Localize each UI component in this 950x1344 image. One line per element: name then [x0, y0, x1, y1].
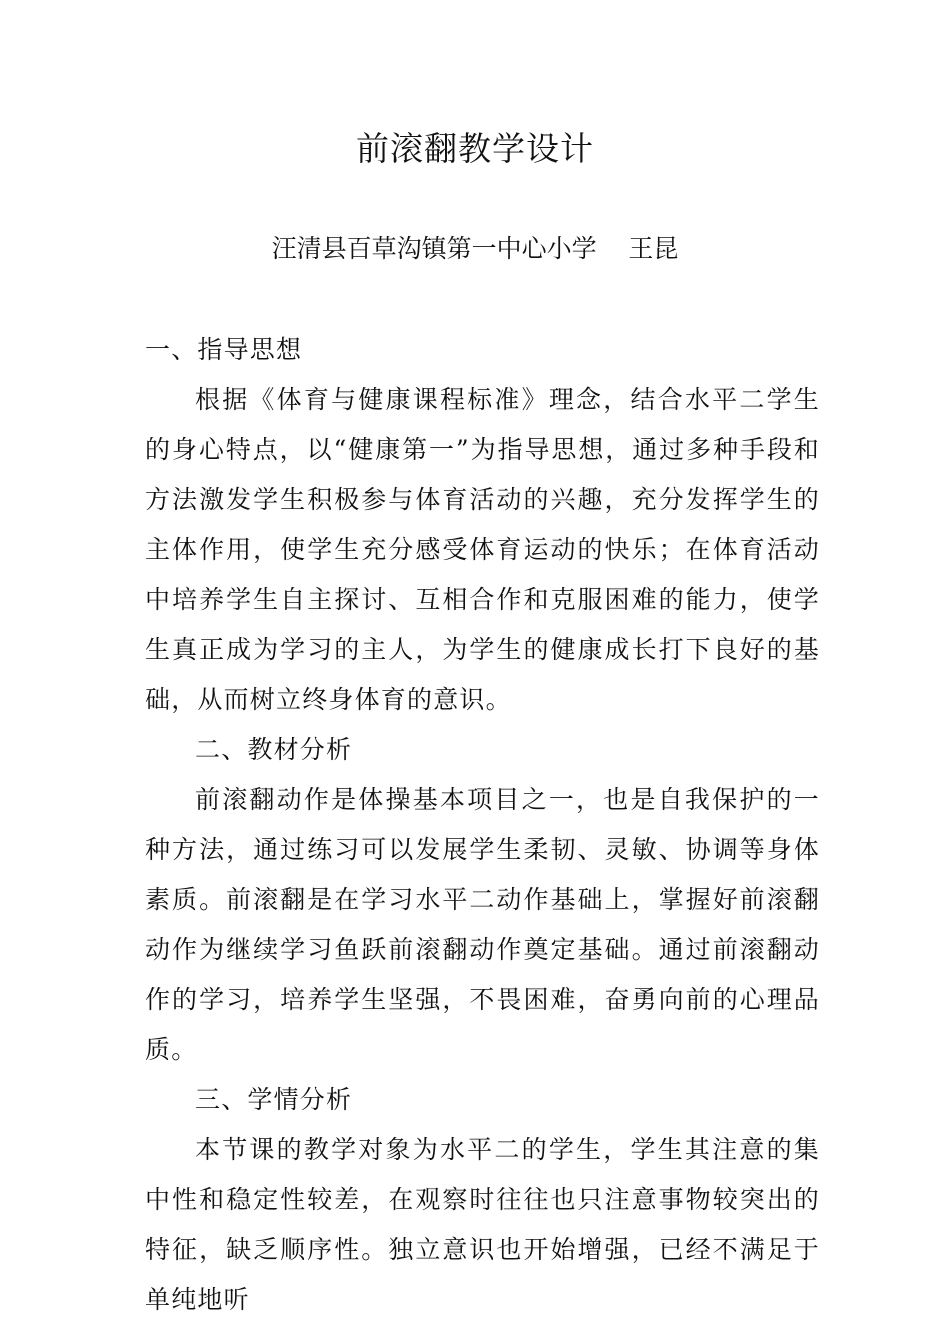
document-body	[145, 325, 820, 1325]
section-paragraph-material-analysis: 前滚翻动作是体操基本项目之一，也是自我保护的一种方法，通过练习可以发展学生柔韧、灵敏、协调等身体素质。前滚翻是在学习水平二动作基础上，掌握好前滚翻动作为继续学习鱼跃前滚翻动作奠定基础。通过前滚翻动作的学习，培养学生坚强，不畏困难，奋勇向前的心理品质。	[145, 785, 820, 1064]
section-heading-guiding-ideology: 一、指导思想	[145, 335, 303, 364]
author-line: 汪清县百草沟镇第一中心小学 王昆	[271, 234, 679, 263]
document-title: 前滚翻教学设计	[356, 129, 594, 168]
section-heading-learner-analysis: 三、学情分析	[195, 1085, 353, 1114]
section-heading-material-analysis: 二、教材分析	[195, 735, 353, 764]
section-paragraph-guiding-ideology: 根据《体育与健康课程标准》理念，结合水平二学生的身心特点，以“健康第一”为指导思想，通过多种手段和方法激发学生积极参与体育活动的兴趣，充分发挥学生的主体作用，使学生充分感受体育运动的快乐；在体育活动中培养学生自主探讨、互相合作和克服困难的能力，使学生真正成为学习的主人，为学生的健康成长打下良好的基础，从而树立终身体育的意识。	[145, 385, 820, 714]
section-paragraph-learner-analysis: 本节课的教学对象为水平二的学生，学生其注意的集中性和稳定性较差，在观察时往往也只注意事物较突出的特征，缺乏顺序性。独立意识也开始增强，已经不满足于单纯地听	[145, 1135, 820, 1314]
